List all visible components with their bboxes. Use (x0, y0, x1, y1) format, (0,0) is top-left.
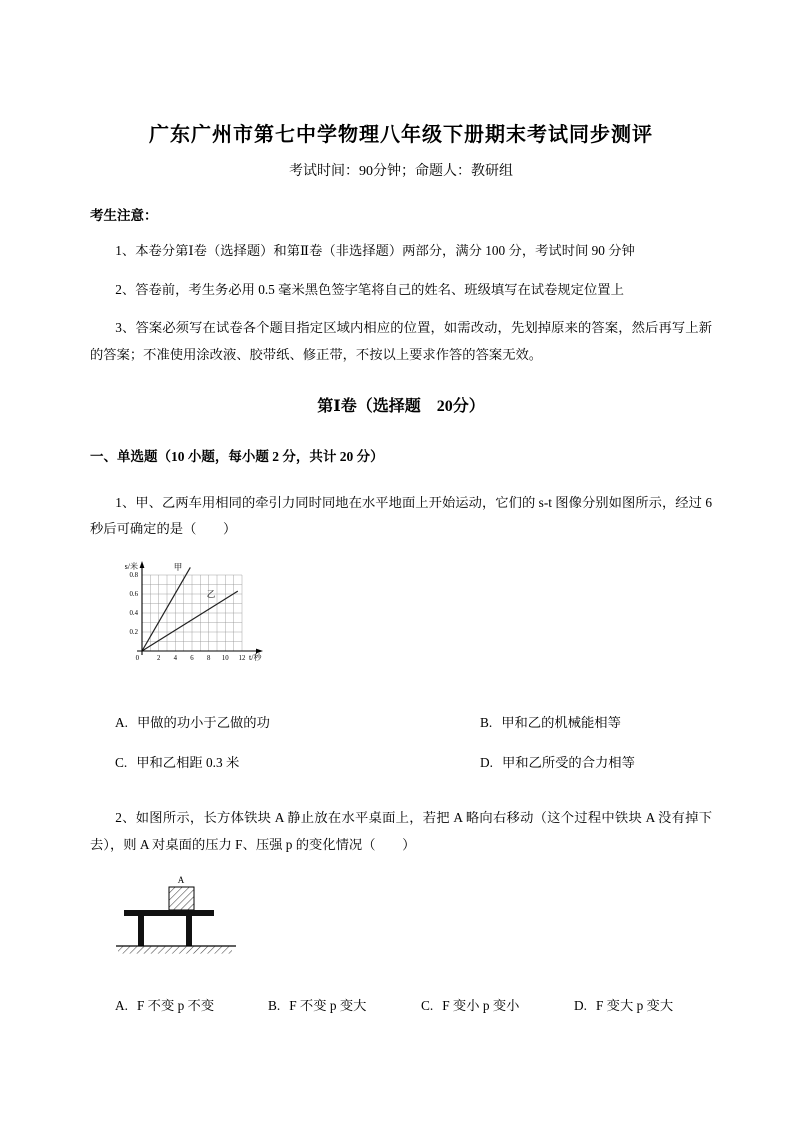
y-tick: 0.4 (129, 609, 138, 617)
ground-hatching (118, 947, 232, 954)
option-c (421, 993, 574, 1020)
option-label: C. (421, 998, 434, 1014)
x-axis-label: t/秒 (249, 652, 262, 662)
table-leg (138, 916, 144, 946)
question-1-text: 1、甲、乙两车用相同的牵引力同时同地在水平地面上开始运动，它们的 s-t 图像分别如图所示，经过 6 秒后可确定的是（ ） (90, 494, 712, 537)
x-tick: 8 (206, 654, 211, 662)
block-label: A (177, 875, 185, 886)
exam-meta: 考试时间：90分钟；命题人：教研组 (289, 164, 513, 179)
y-tick: 0.2 (129, 628, 138, 636)
option-d (574, 993, 673, 1020)
x-tick: 6 (190, 654, 194, 662)
question-1-options (90, 710, 712, 777)
option-text: F 变小 p 变小 (442, 998, 520, 1014)
notice-heading: 考生注意： (90, 208, 158, 223)
x-tick: 12 (238, 654, 246, 662)
option-label: C. (115, 755, 128, 771)
option-c (115, 750, 480, 777)
question-2-text: 2、如图所示，长方体铁块 A 静止放在水平桌面上，若把 A 略向右移动（这个过程中铁块 A 没有掉下去），则 A 对桌面的压力 F、压强 p 的变化情况（ ） (90, 810, 712, 852)
question-2-options (90, 993, 712, 1020)
table-top (124, 910, 214, 916)
series-label-jia: 甲 (173, 561, 183, 572)
option-text: 甲和乙的机械能相等 (501, 714, 621, 730)
question-2 (90, 805, 712, 1020)
option-text: F 不变 p 变大 (289, 998, 367, 1014)
plot-lines (142, 567, 238, 651)
option-d (480, 750, 712, 777)
option-label: D. (480, 755, 493, 771)
table-block-figure (112, 872, 244, 964)
x-tick: 4 (173, 654, 178, 662)
iron-block (169, 887, 194, 910)
option-label: D. (574, 998, 587, 1014)
x-tick: 2 (156, 654, 161, 662)
y-axis-label: s/米 (124, 561, 138, 571)
notice-item: 3、答案必须写在试卷各个题目指定区域内相应的位置，如需改动，先划掉原来的答案，然后再写上新的答案；不准使用涂改液、胶带纸、修正带，不按以上要求作答的答案无效。 (90, 320, 712, 363)
option-a (115, 710, 480, 737)
question-group-heading: 一、单选题（10 小题，每小题 2 分，共计 20 分） (90, 448, 384, 464)
series-label-yi: 乙 (206, 588, 216, 599)
option-text: F 变大 p 变大 (595, 998, 674, 1014)
option-a (115, 993, 268, 1020)
question-2-figure (112, 872, 712, 969)
table-leg (186, 916, 192, 946)
option-label: B. (268, 998, 281, 1014)
option-b (480, 710, 712, 737)
grid (142, 575, 242, 651)
y-tick: 0.8 (129, 571, 138, 579)
option-label: B. (480, 714, 493, 730)
option-text: 甲做的功小于乙做的功 (136, 714, 270, 730)
y-tick: 0.6 (129, 590, 138, 598)
st-graph (112, 557, 282, 675)
notice-section (90, 206, 712, 369)
notice-item: 2、答卷前，考生务必用 0.5 毫米黑色签字笔将自己的姓名、班级填写在试卷规定位置上 (115, 281, 624, 297)
option-text: 甲和乙相距 0.3 米 (136, 755, 240, 771)
option-label: A. (115, 714, 128, 730)
question-1 (90, 490, 712, 777)
origin-label: 0 (135, 654, 139, 662)
option-text: 甲和乙所受的合力相等 (501, 755, 635, 771)
option-label: A. (115, 998, 128, 1014)
y-axis-arrow (140, 561, 145, 568)
section-title: 第Ⅰ卷（选择题 20分） (317, 397, 485, 415)
x-tick: 10 (221, 654, 229, 662)
notice-item: 1、本卷分第Ⅰ卷（选择题）和第Ⅱ卷（非选择题）两部分，满分 100 分，考试时间 90 分钟 (115, 243, 635, 259)
page-title: 广东广州市第七中学物理八年级下册期末考试同步测评 (149, 124, 653, 146)
question-1-figure (112, 557, 712, 680)
option-b (268, 993, 421, 1020)
option-text: F 不变 p 不变 (136, 998, 215, 1014)
